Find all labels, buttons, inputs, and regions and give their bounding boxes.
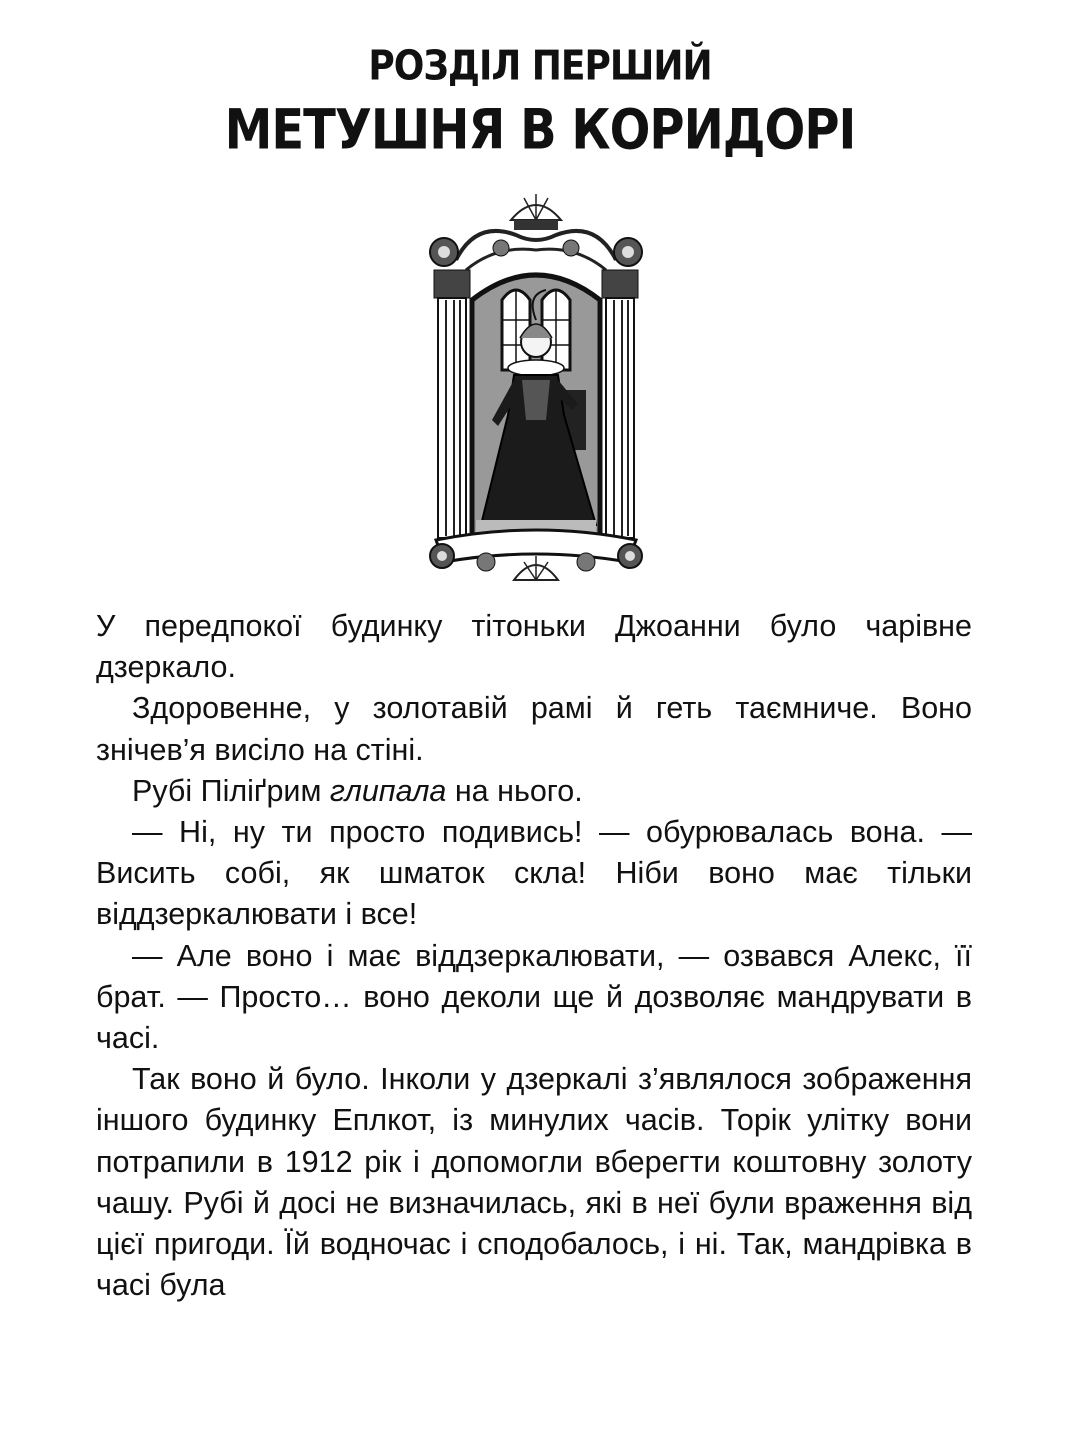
chapter-label: РОЗДІЛ ПЕРШИЙ: [368, 42, 712, 91]
paragraph-text: на нього.: [446, 773, 583, 808]
paragraph: Здоровенне, у золотавій рамі й геть таємниче. Воно знічев’я висіло на стіні.: [96, 691, 972, 767]
paragraph-text: Рубі Пiлiґрим: [132, 773, 330, 808]
emphasis-text: глипала: [329, 773, 447, 808]
paragraph: — Але воно і має віддзеркалювати, — озвався Алекс, її брат. — Просто… воно деколи ще й дозволяє мандрувати в часі.: [96, 938, 972, 1056]
paragraph: Так воно й було. Інколи у дзеркалі з’являлося зображення іншого будинку Еплкот, із минулих часів. Торік улітку вони потрапили в 1912 рік і допомогли вберегти коштовну золоту чашу. Рубі й досі не визначилась, які в неї були враження від цієї пригоди. Їй водночас і сподобалось, і ні. Так, мандрівка в часі була: [96, 1062, 972, 1303]
chapter-title: МЕТУШНЯ В КОРИДОРІ: [224, 97, 856, 163]
paragraph: У передпокої будинку тітоньки Джоанни було чарівне дзеркало.: [96, 609, 972, 685]
body-text: [96, 606, 972, 1306]
paragraph: [96, 771, 972, 812]
paragraph: — Ні, ну ти просто подивись! — обурювалась вона. — Висить собі, як шматок скла! Ніби воно має тільки віддзеркалювати і все!: [96, 815, 972, 932]
ornate-mirror-woman-illustration: [396, 190, 676, 590]
